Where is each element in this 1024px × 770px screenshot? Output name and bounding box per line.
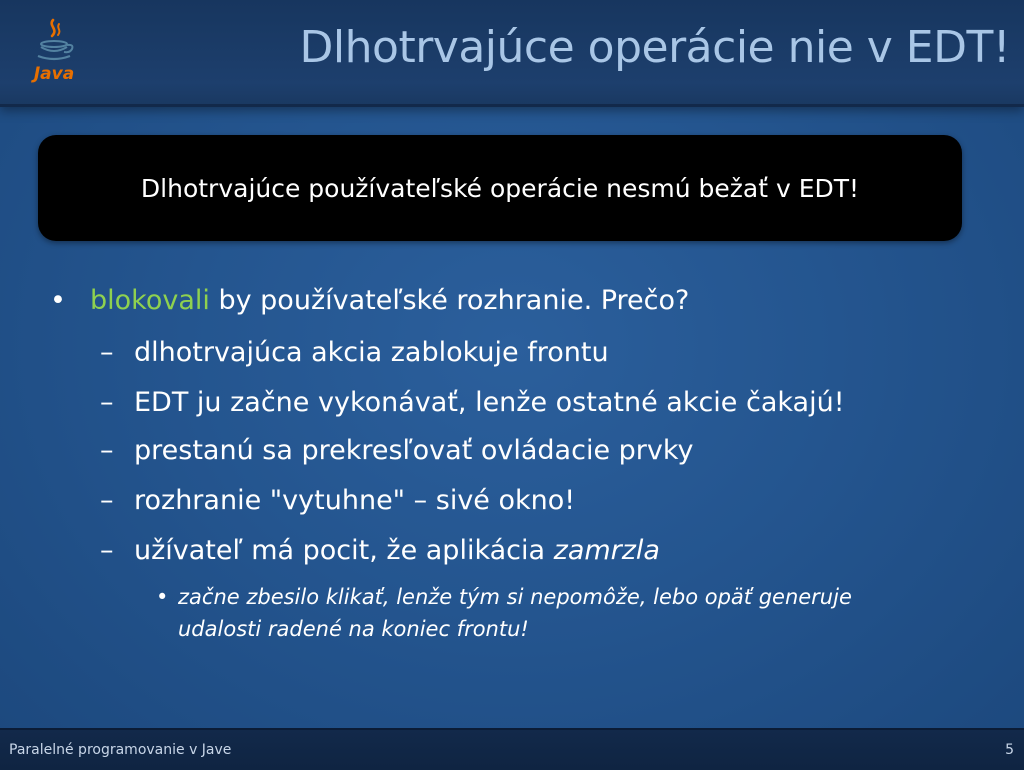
sub-bullet-3 (100, 435, 694, 466)
dash-marker: – (100, 535, 114, 566)
sub-bullet-text: dlhotrvajúca akcia zablokuje frontu (134, 337, 609, 368)
callout-text: Dlhotrvajúce používateľské operácie nesmú bežať v EDT! (140, 173, 860, 203)
bullet-main (50, 285, 689, 316)
sub-sub-text-line1: začne zbesilo klikať, lenže tým si nepomôže, lebo opäť generuje (178, 585, 852, 609)
sub-bullet-text: EDT ju začne vykonávať, lenže ostatné akcie čakajú! (134, 387, 845, 418)
bullet-main-text: by používateľské rozhranie. Prečo? (209, 285, 690, 316)
italic-word: zamrzla (553, 535, 660, 566)
small-bullet-marker: • (156, 585, 169, 609)
dash-marker: – (100, 337, 114, 368)
slide-footer (0, 728, 1024, 770)
dash-marker: – (100, 435, 114, 466)
highlight-word: blokovali (90, 285, 210, 316)
sub-bullet-text: rozhranie "vytuhne" – sivé okno! (134, 485, 576, 516)
sub-bullet-text: prestanú sa prekresľovať ovládacie prvky (134, 435, 694, 466)
dash-marker: – (100, 485, 114, 516)
slide-title: Dlhotrvajúce operácie nie v EDT! (299, 22, 1010, 73)
java-logo (26, 16, 82, 96)
sub-sub-bullet (156, 585, 852, 609)
page-number: 5 (1005, 742, 1014, 758)
sub-bullet-5 (100, 535, 660, 566)
dash-marker: – (100, 387, 114, 418)
footer-course-title: Paralelné programovanie v Jave (9, 742, 232, 758)
sub-bullet-text: užívateľ má pocit, že aplikácia (134, 535, 554, 566)
java-wordmark: Java (33, 64, 75, 84)
slide-header (0, 0, 1024, 107)
callout-box (38, 135, 962, 241)
java-cup-icon (26, 16, 82, 66)
sub-bullet-2 (100, 387, 845, 418)
sub-bullet-4 (100, 485, 575, 516)
bullet-marker: • (50, 285, 66, 316)
sub-bullet-1 (100, 337, 609, 368)
sub-sub-text-line2: udalosti radené na koniec frontu! (178, 617, 529, 641)
